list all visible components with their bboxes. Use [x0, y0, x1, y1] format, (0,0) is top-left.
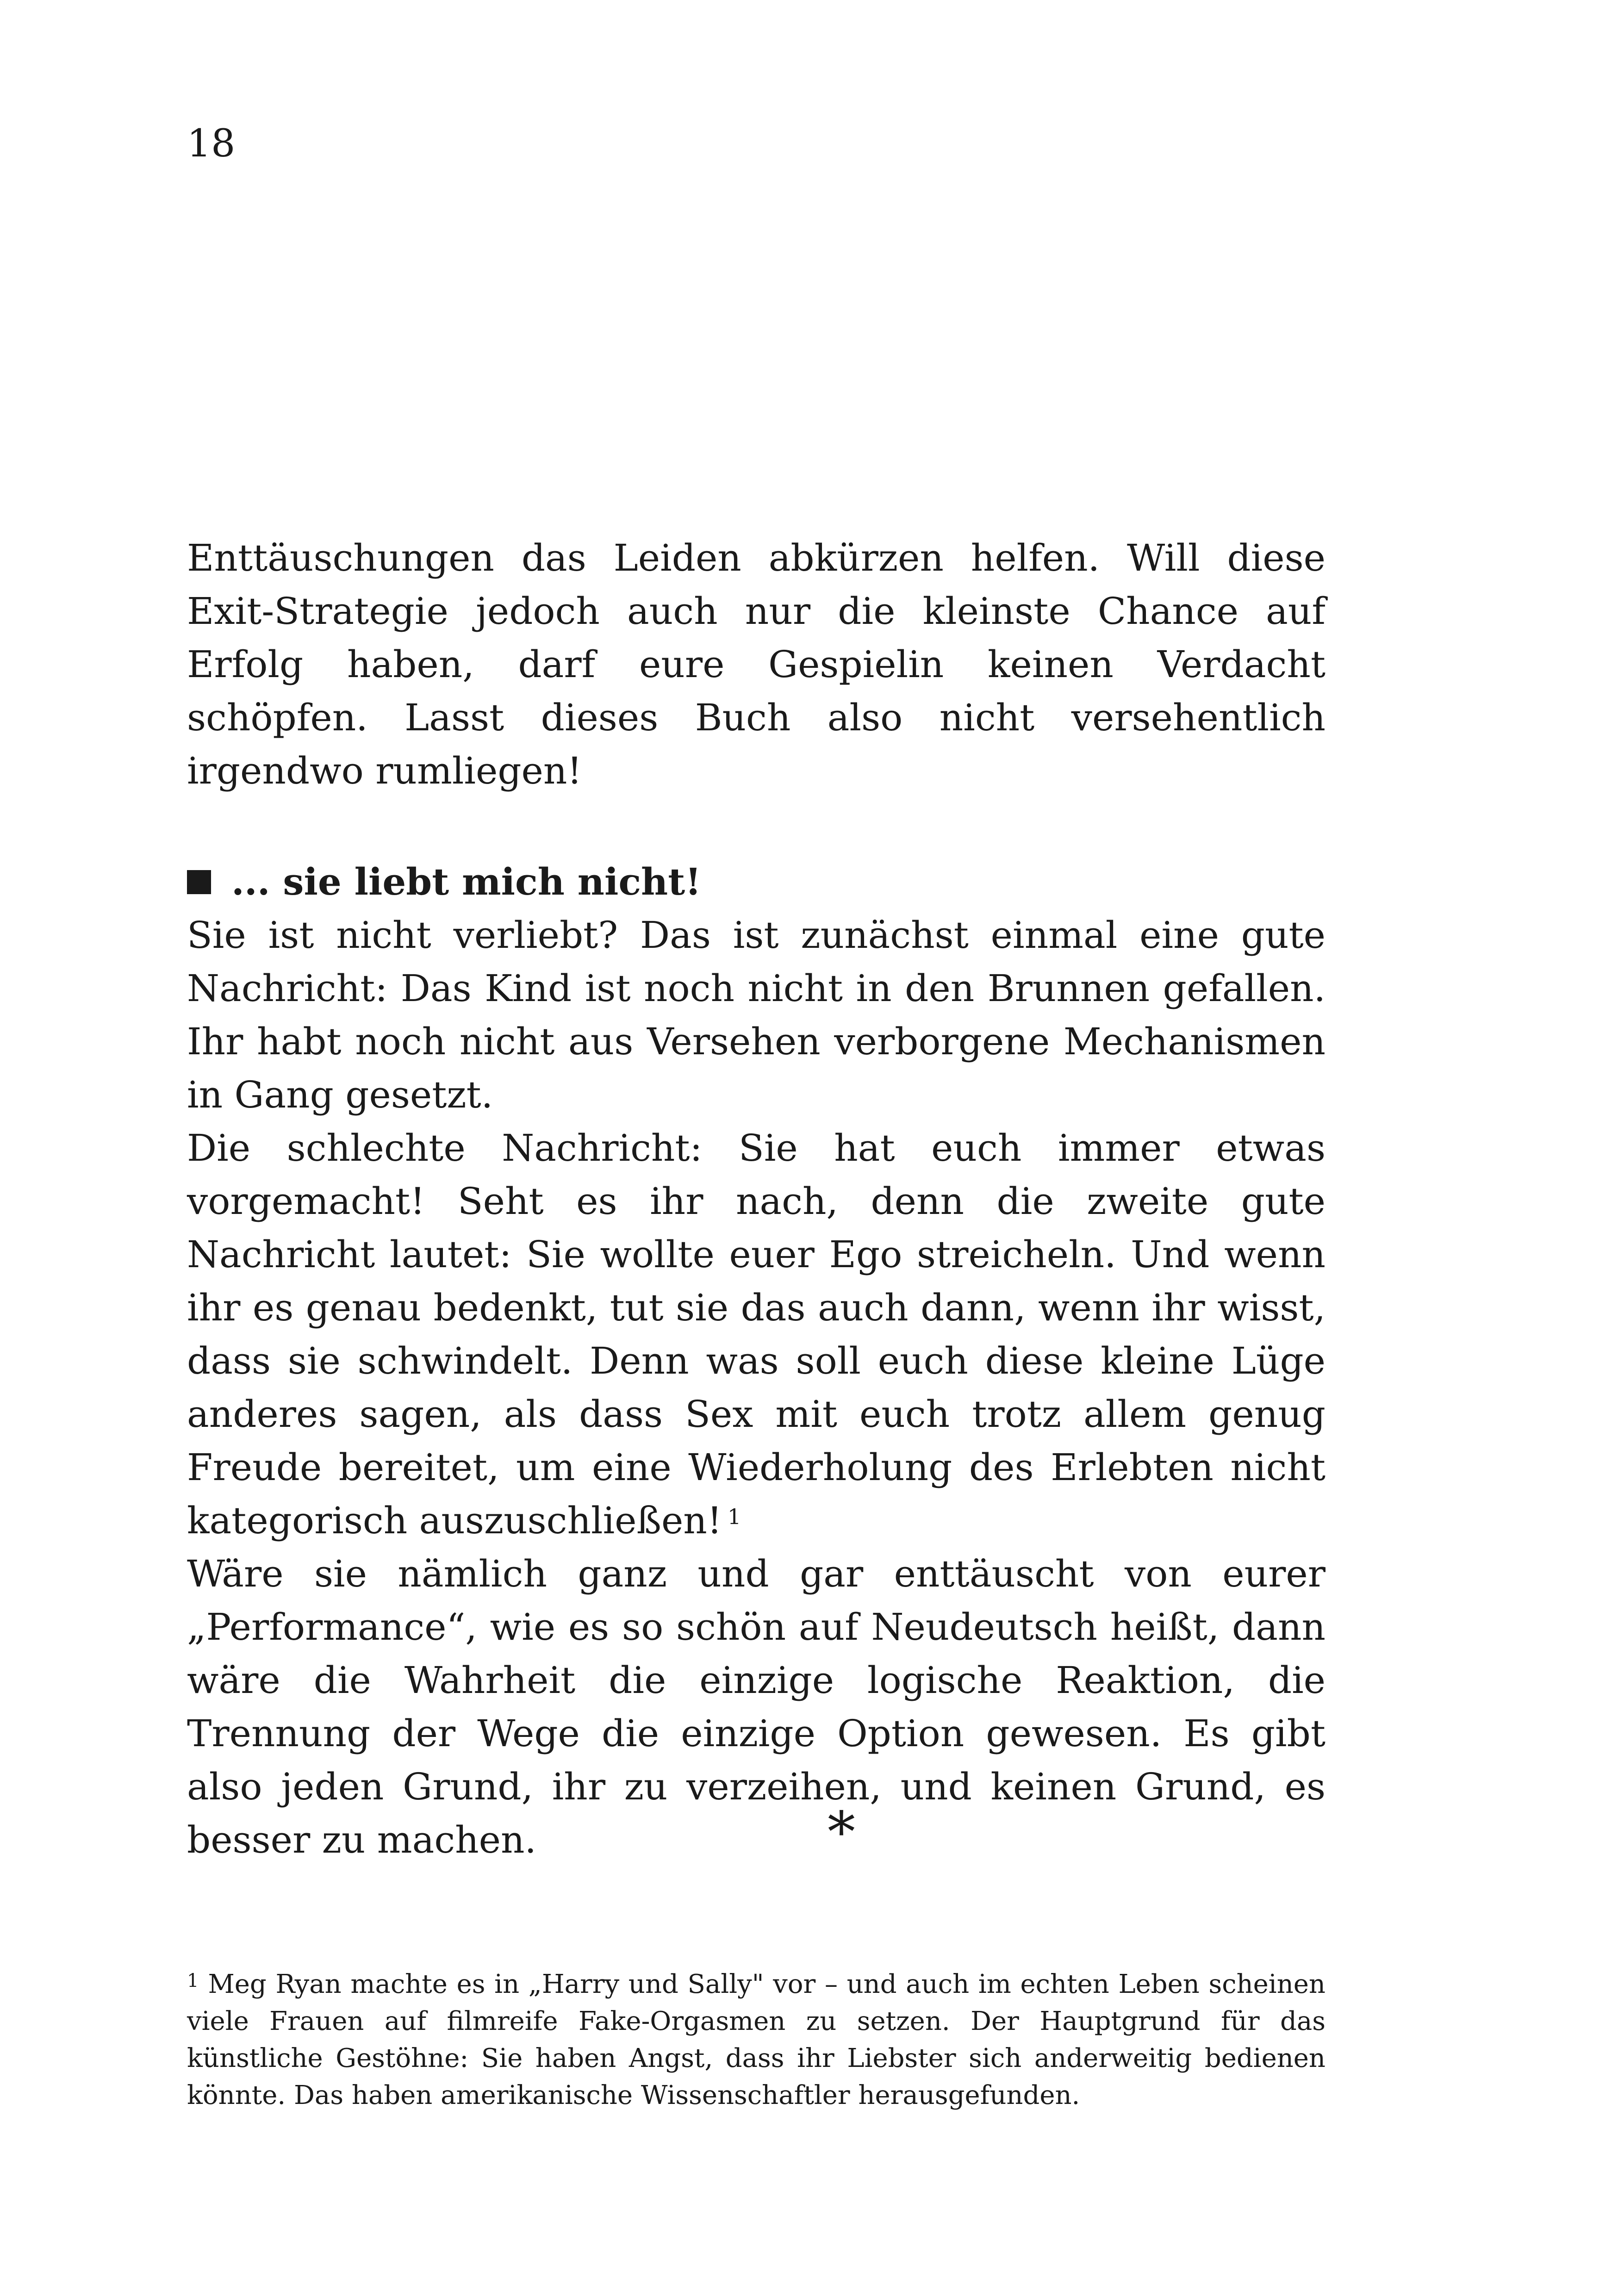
footnote: [187, 1966, 1326, 2114]
section-heading: [187, 855, 1326, 908]
section-heading-text: ... sie liebt mich nicht!: [231, 860, 702, 903]
footnote-reference: 1: [727, 1504, 741, 1529]
section-block: [187, 855, 1326, 1867]
section-paragraph-3: Wäre sie nämlich ganz und gar enttäuscht von eurer „Performance“, wie es so schön auf Neudeutsch heißt, dann wäre die Wahrheit die einzige logische Reaktion, die Trennung der Wege die einzige Option gewesen. Es gibt also jeden Grund, ihr zu verzeihen, und keinen Grund, es besser zu machen.: [187, 1552, 1326, 1861]
intro-paragraph: Enttäuschungen das Leiden abkürzen helfen. Will diese Exit-Strategie jedoch auch nur die kleinste Chance auf Erfolg haben, darf eure Gespielin keinen Verdacht schöpfen. Lasst dieses Buch also nicht versehentlich irgendwo rumliegen!: [187, 536, 1326, 792]
footnote-text: Meg Ryan machte es in „Harry und Sally" vor – und auch im echten Leben scheinen viele Frauen auf filmreife Fake-Orgasmen zu setzen. Der Hauptgrund für das künstliche Gestöhne: Sie haben Angst, dass ihr Liebster sich anderweitig bedienen könnte. Das haben amerikanische Wissenschaftler herausgefunden.: [187, 1969, 1326, 2110]
section-separator: *: [828, 1800, 855, 1865]
footnote-number: 1: [187, 1970, 199, 1991]
section-paragraph-1: Sie ist nicht verliebt? Das ist zunächst einmal eine gute Nachricht: Das Kind ist noch nicht in den Brunnen gefallen. Ihr habt noch nicht aus Versehen verborgene Mechanismen in Gang gesetzt.: [187, 914, 1326, 1116]
section-paragraph-2-text: Die schlechte Nachricht: Sie hat euch immer etwas vorgemacht! Seht es ihr nach, denn die zweite gute Nachricht lautet: Sie wollte euer Ego streicheln. Und wenn ihr es genau bedenkt, tut sie das auch dann, wenn ihr wisst, dass sie schwindelt. Denn was soll euch diese kleine Lüge anderes sagen, als dass Sex mit euch trotz allem genug Freude bereitet, um eine Wiederholung des Erlebten nicht kategorisch auszuschließen!: [187, 1126, 1326, 1542]
intro-block: [187, 531, 1326, 797]
section-paragraph-2: [187, 1121, 1326, 1547]
square-bullet-icon: [187, 870, 211, 894]
page-number: 18: [187, 122, 236, 166]
